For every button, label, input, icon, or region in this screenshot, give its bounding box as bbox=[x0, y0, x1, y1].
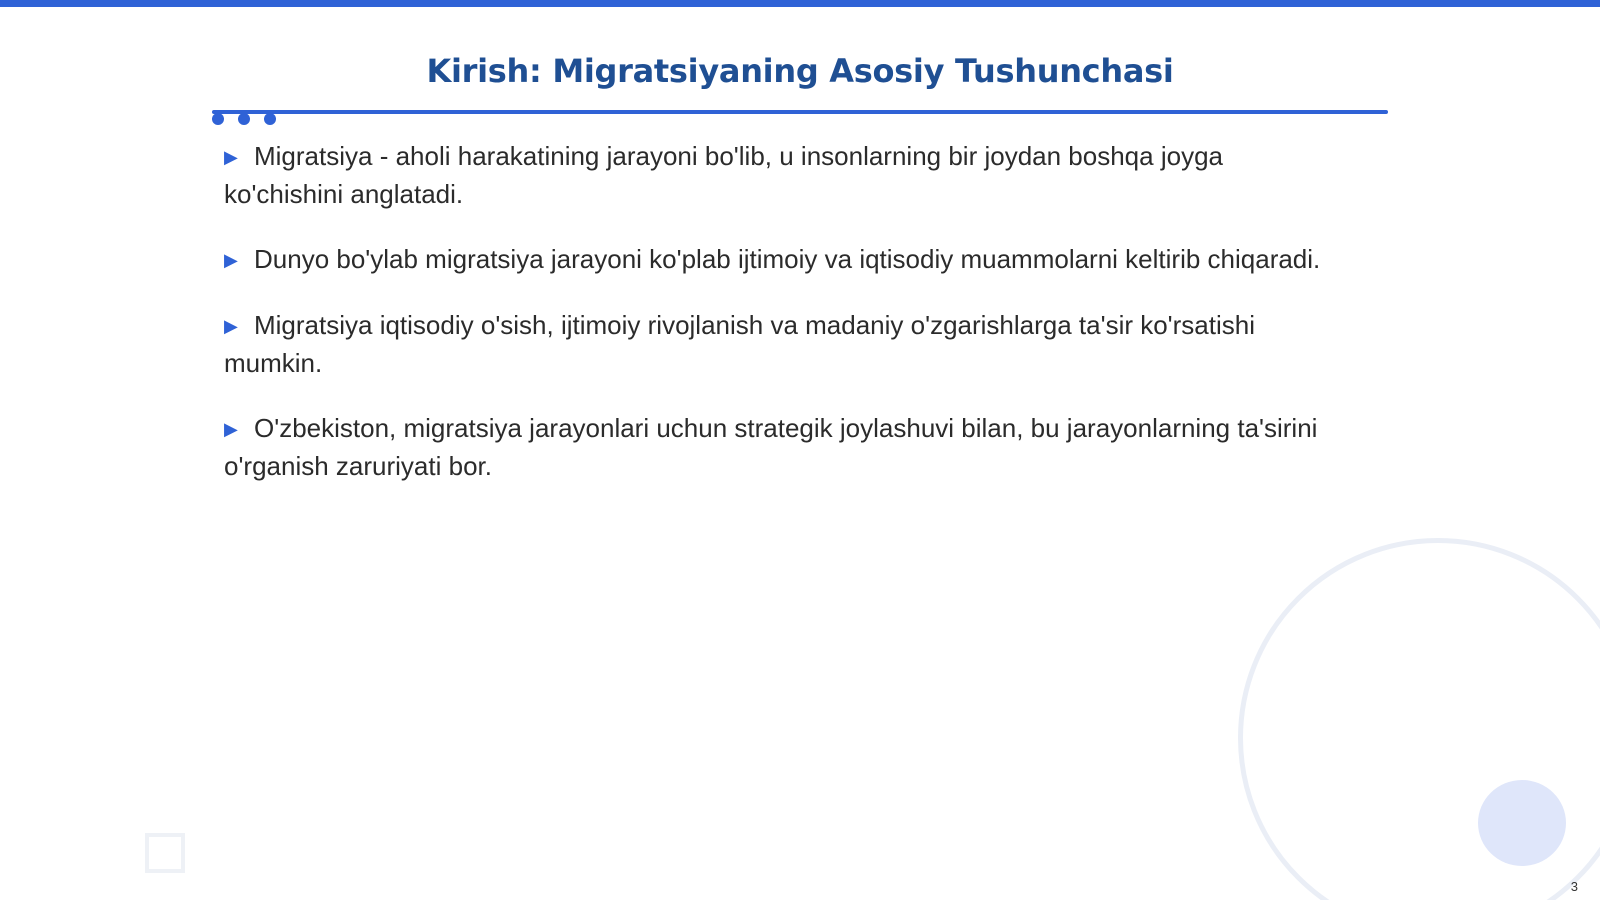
bullet-text: Migratsiya - aholi harakatining jarayoni bo'lib, u insonlarning bir joydan boshqa joyga ko'chishini anglatadi. bbox=[224, 141, 1223, 209]
top-accent-bar bbox=[0, 0, 1600, 7]
triangle-bullet-icon: ▶ bbox=[224, 250, 238, 270]
triangle-bullet-icon: ▶ bbox=[224, 147, 238, 167]
decoration-dot bbox=[212, 113, 224, 125]
decoration-dot bbox=[238, 113, 250, 125]
triangle-bullet-icon: ▶ bbox=[224, 419, 238, 439]
decorative-square bbox=[145, 833, 185, 873]
bullet-item bbox=[224, 410, 1344, 485]
triangle-bullet-icon: ▶ bbox=[224, 316, 238, 336]
bullet-item bbox=[224, 241, 1344, 279]
title-dots-decoration bbox=[212, 113, 282, 127]
slide-title: Kirish: Migratsiyaning Asosiy Tushunchasi bbox=[426, 52, 1174, 90]
bullet-text: Migratsiya iqtisodiy o'sish, ijtimoiy rivojlanish va madaniy o'zgarishlarga ta'sir ko'rsatishi mumkin. bbox=[224, 310, 1255, 378]
bullet-list bbox=[224, 138, 1344, 513]
title-underline bbox=[212, 110, 1388, 114]
bullet-text: O'zbekiston, migratsiya jarayonlari uchun strategik joylashuvi bilan, bu jarayonlarning ta'sirini o'rganish zaruriyati bor. bbox=[224, 413, 1318, 481]
decorative-blob bbox=[1478, 780, 1566, 866]
bullet-text: Dunyo bo'ylab migratsiya jarayoni ko'plab ijtimoiy va iqtisodiy muammolarni keltirib chiqaradi. bbox=[254, 244, 1321, 274]
bullet-item bbox=[224, 138, 1344, 213]
decoration-dot bbox=[264, 113, 276, 125]
page-number: 3 bbox=[1570, 879, 1578, 894]
bullet-item bbox=[224, 307, 1344, 382]
